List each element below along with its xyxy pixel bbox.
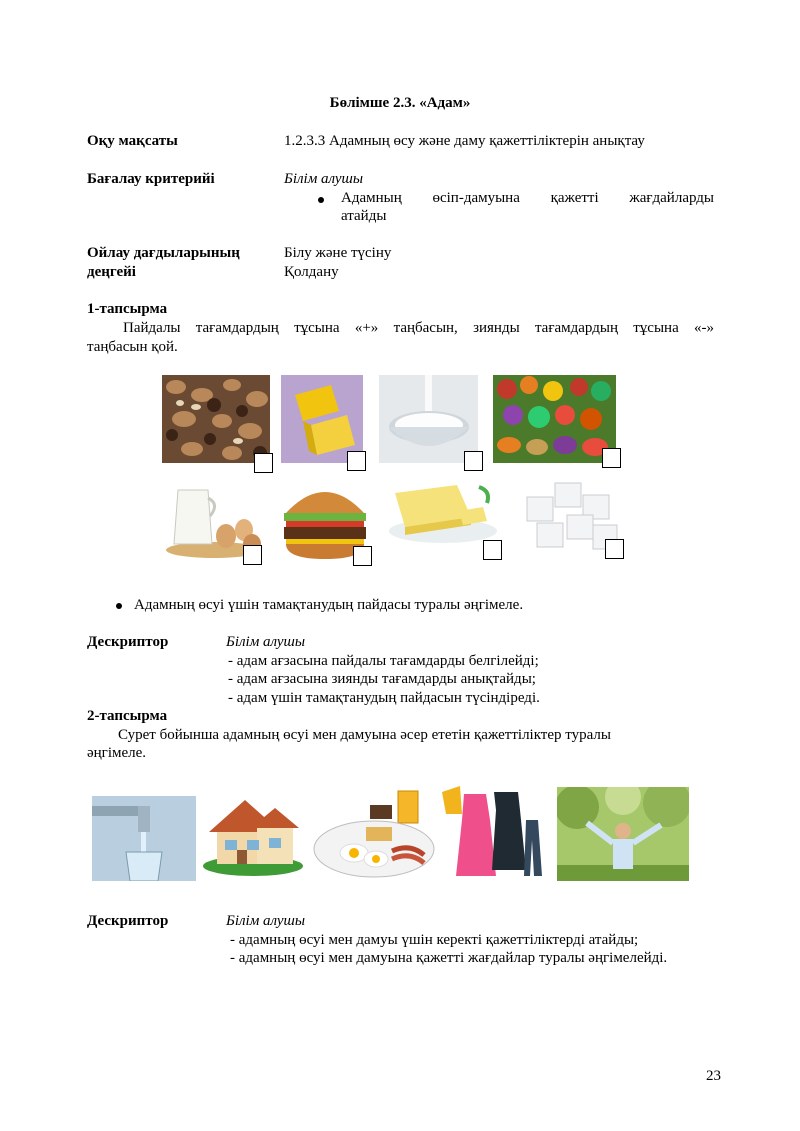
descriptor1-item-1: - адам ағзасына пайдалы тағамдарды белгілейді; (228, 653, 539, 669)
man-in-nature-image (557, 787, 689, 881)
candy-image (281, 375, 363, 463)
clothes-image (438, 780, 550, 882)
answer-box-butter[interactable] (483, 540, 502, 560)
criteria-bullet (318, 197, 324, 203)
thinking-value-line2: Қолдану (284, 264, 339, 280)
butter-image (387, 481, 497, 545)
water-tap-image (92, 796, 196, 881)
task2-text-line1: Сурет бойынша адамның өсуі мен дамуына әсер ететін қажеттіліктер туралы (118, 727, 611, 743)
breakfast-image (312, 787, 436, 879)
house-image (201, 788, 305, 878)
task2-text-line2: әңгімеле. (87, 745, 147, 761)
answer-box-milk-eggs[interactable] (243, 545, 262, 565)
criteria-label: Бағалау критерийі (87, 171, 215, 187)
criteria-who: Білім алушы (284, 171, 364, 187)
thinking-label-line2: деңгейі (87, 264, 136, 280)
answer-box-sugar[interactable] (605, 539, 624, 559)
goal-label: Оқу мақсаты (87, 133, 178, 149)
criteria-item-line1: Адамның өсіп-дамуына қажетті жағдайларды (341, 190, 714, 206)
answer-box-candy[interactable] (347, 451, 366, 471)
descriptor1-label: Дескриптор (87, 634, 169, 650)
thinking-value-line1: Білу және түсіну (284, 245, 392, 261)
answer-box-vegetables[interactable] (602, 448, 621, 468)
descriptor2-item-2: - адамның өсуі мен дамуына қажетті жағдайлар туралы әңгімелейді. (230, 950, 668, 966)
page-number: 23 (706, 1068, 721, 1084)
yogurt-image (379, 375, 478, 463)
task1-text-line1: Пайдалы тағамдардың тұсына «+» таңбасын, зиянды тағамдардың тұсына «-» (123, 320, 714, 336)
task1-text-line2: таңбасын қой. (87, 339, 178, 355)
answer-box-burger[interactable] (353, 546, 372, 566)
section-title: Бөлімше 2.3. «Адам» (329, 95, 471, 111)
descriptor2-label: Дескриптор (87, 913, 169, 929)
goal-value: 1.2.3.3 Адамның өсу және даму қажеттіліктерін анықтау (284, 133, 645, 149)
descriptor1-item-2: - адам ағзасына зиянды тағамдарды анықтайды; (228, 671, 536, 687)
task1-title: 1-тапсырма (87, 301, 168, 317)
task1-bullet-text: Адамның өсуі үшін тамақтанудың пайдасы туралы әңгімеле. (134, 597, 524, 613)
task1-bullet-dot (116, 603, 122, 609)
answer-box-nuts[interactable] (254, 453, 273, 473)
answer-box-yogurt[interactable] (464, 451, 483, 471)
descriptor2-who: Білім алушы (226, 913, 306, 929)
criteria-item-line2: атайды (341, 208, 387, 224)
descriptor1-item-3: - адам үшін тамақтанудың пайдасын түсіндіреді. (228, 690, 540, 706)
task2-title: 2-тапсырма (87, 708, 168, 724)
thinking-label-line1: Ойлау дағдыларының (87, 245, 240, 261)
descriptor2-item-1: - адамның өсуі мен дамуы үшін керекті қажеттіліктерді атайды; (230, 932, 639, 948)
nuts-image (162, 375, 270, 463)
descriptor1-who: Білім алушы (226, 634, 306, 650)
vegetables-image (493, 375, 616, 463)
